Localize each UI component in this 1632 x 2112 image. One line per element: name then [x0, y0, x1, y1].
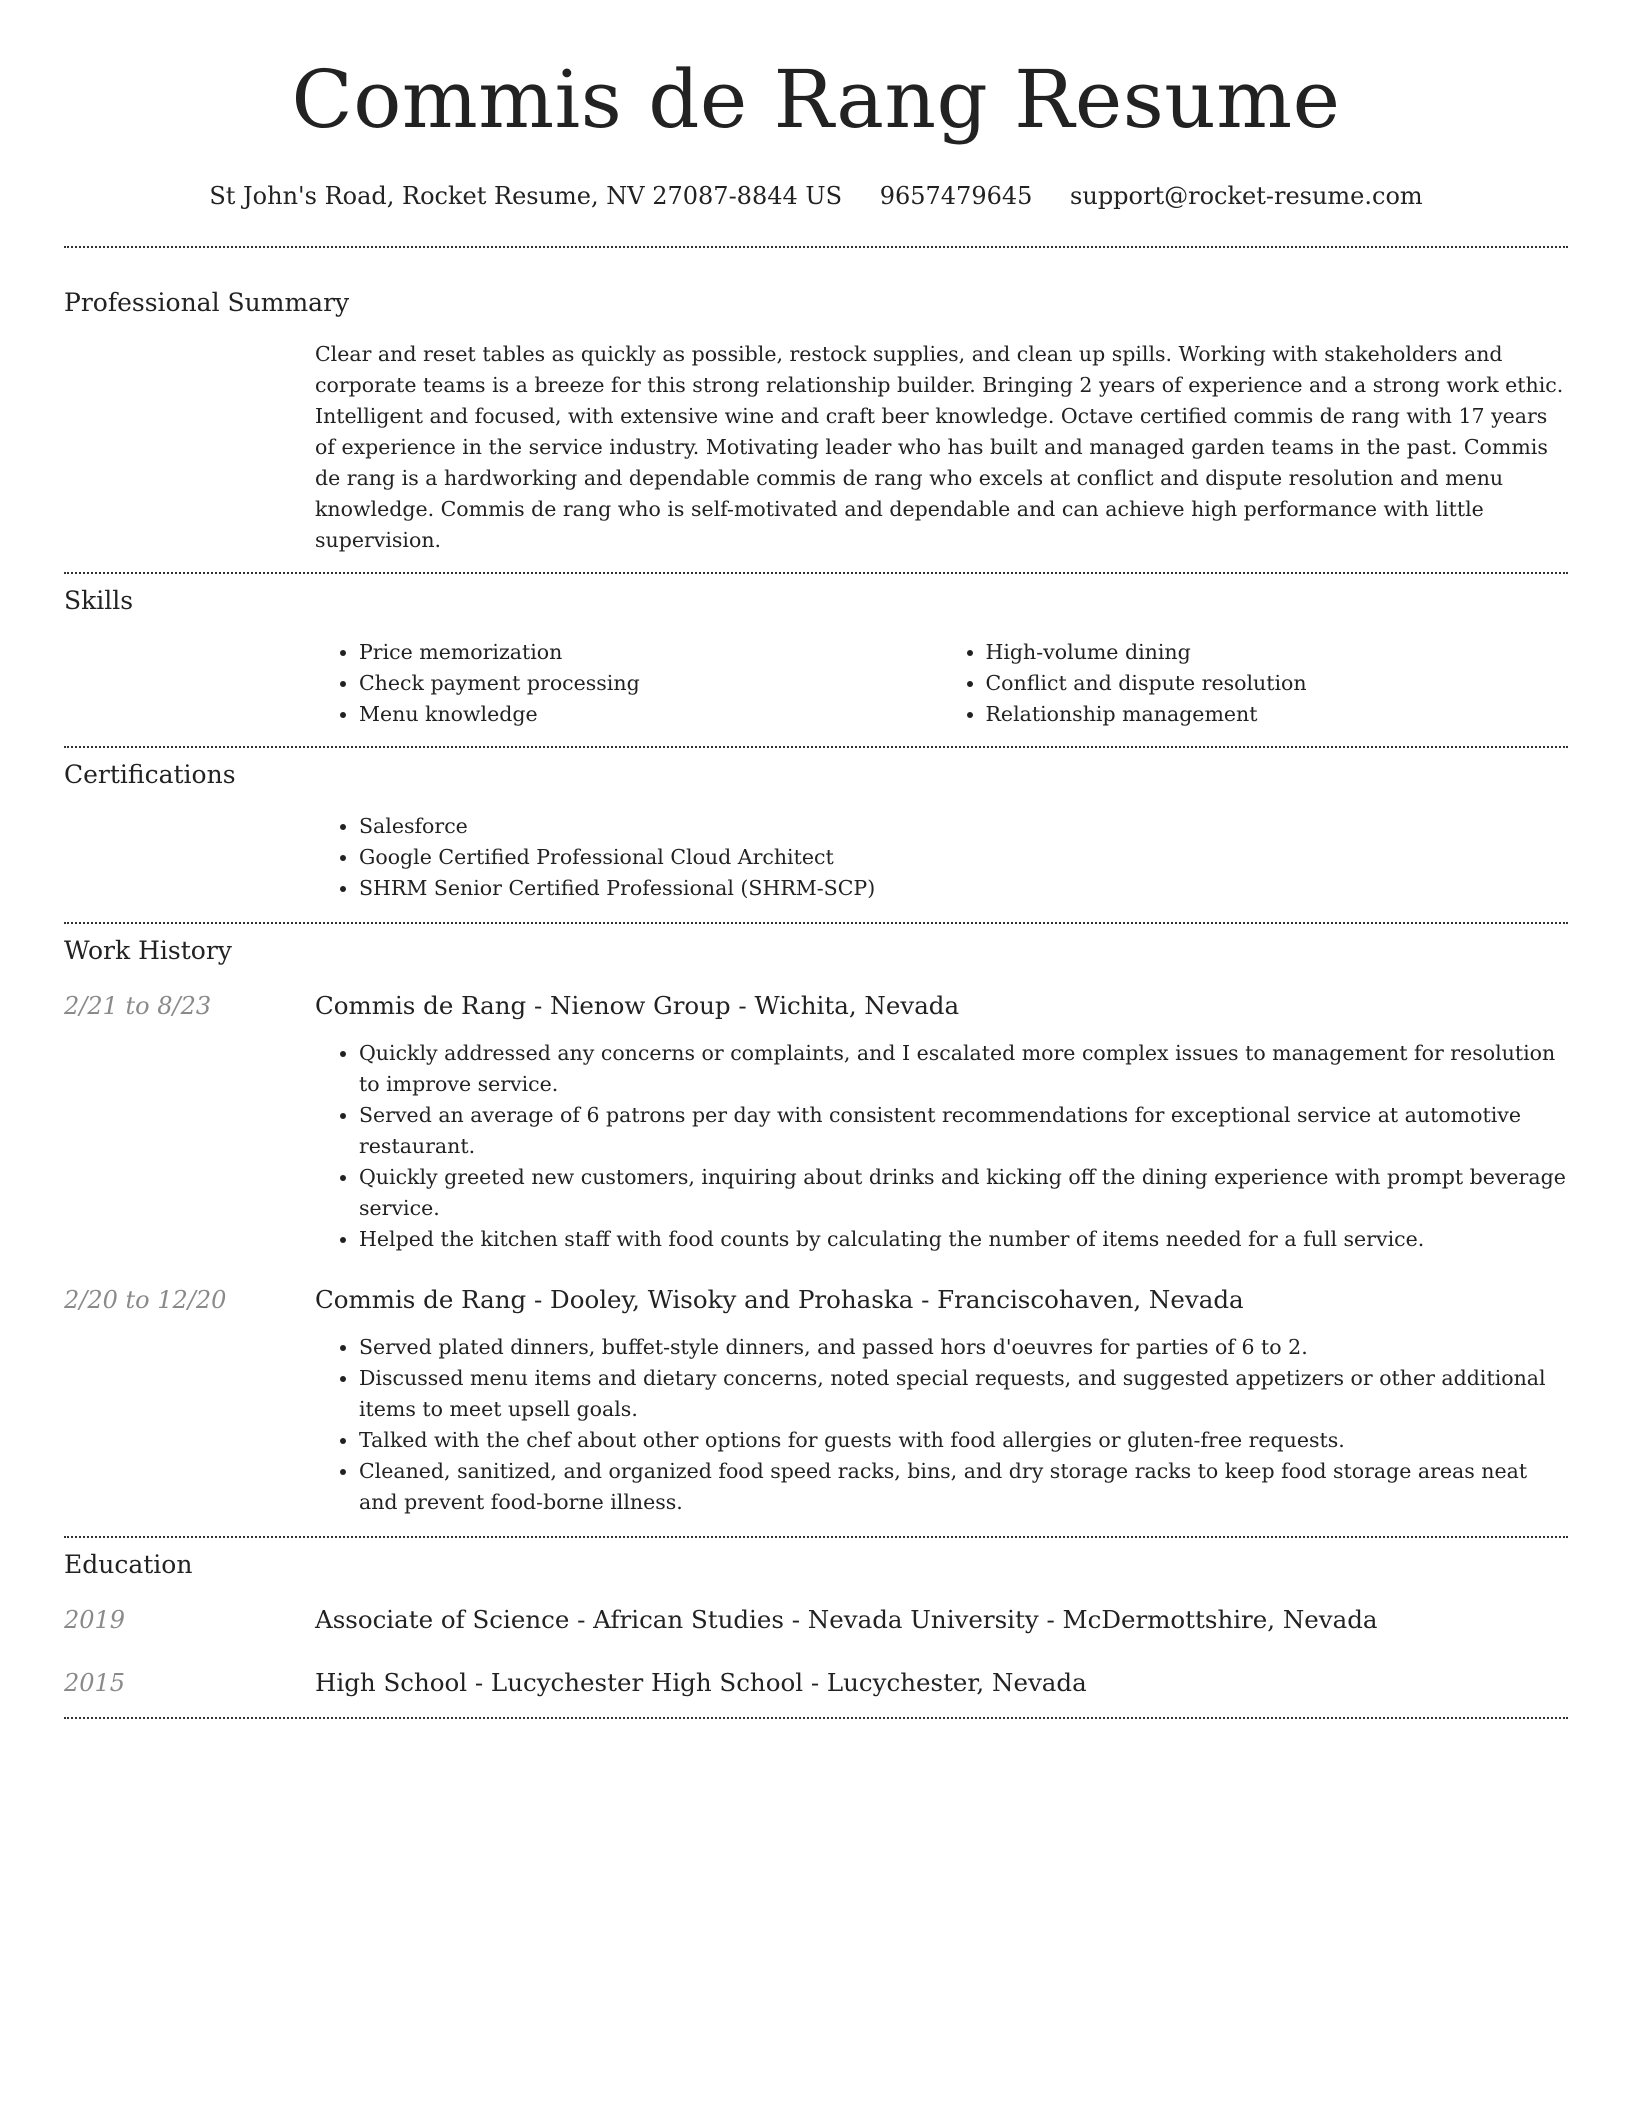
resume-title: Commis de Rang Resume: [291, 53, 1341, 146]
skill-item: • Relationship management: [986, 699, 1569, 730]
certification-item: • Salesforce: [359, 811, 1568, 842]
skills-section: [64, 586, 1568, 730]
job-bullet: • Quickly greeted new customers, inquiring about drinks and kicking off the dining experience with prompt beverage service.: [359, 1162, 1568, 1224]
education-title: Associate of Science - African Studies - Nevada University - McDermottshire, Nevada: [315, 1605, 1378, 1634]
job-bullet: • Talked with the chef about other options for guests with food allergies or gluten-free requests.: [359, 1425, 1568, 1456]
certifications-section: [64, 760, 1568, 904]
divider: [64, 1536, 1568, 1538]
education-section: [64, 1550, 1568, 1697]
job-dates: 2/20 to 12/20: [64, 1286, 227, 1314]
contact-phone: 9657479645: [879, 182, 1033, 210]
education-year: 2015: [64, 1669, 126, 1697]
job-title: Commis de Rang - Nienow Group - Wichita, Nevada: [315, 991, 960, 1020]
divider: [64, 246, 1568, 248]
skills-list-left: [315, 637, 942, 730]
education-year: 2019: [64, 1606, 126, 1634]
job-bullet: • Served plated dinners, buffet-style dinners, and passed hors d'oeuvres for parties of 6 to 2.: [359, 1332, 1568, 1363]
skills-list-right: [942, 637, 1569, 730]
divider: [64, 1717, 1568, 1719]
education-entry: [64, 1668, 1568, 1697]
contact-email: support@rocket-resume.com: [1070, 182, 1423, 210]
education-title: High School - Lucychester High School - Lucychester, Nevada: [315, 1668, 1087, 1697]
certification-item: • Google Certified Professional Cloud Architect: [359, 842, 1568, 873]
work-section: [64, 936, 1568, 1518]
skill-item: • Menu knowledge: [359, 699, 942, 730]
skill-item: • Price memorization: [359, 637, 942, 668]
contact-line: [64, 182, 1568, 210]
divider: [64, 572, 1568, 574]
certifications-list: [315, 811, 1568, 904]
skill-item: • Check payment processing: [359, 668, 942, 699]
job-dates: 2/21 to 8/23: [64, 992, 212, 1020]
job-bullet: • Served an average of 6 patrons per day with consistent recommendations for exceptional service at automotive restaurant.: [359, 1100, 1568, 1162]
job-bullet: • Helped the kitchen staff with food counts by calculating the number of items needed for a full service.: [359, 1224, 1568, 1255]
contact-address: St John's Road, Rocket Resume, NV 27087-8844 US: [209, 182, 843, 210]
skill-item: • High-volume dining: [986, 637, 1569, 668]
job-bullets: [315, 1332, 1568, 1518]
skills-heading: Skills: [64, 586, 134, 615]
job-bullets: [315, 1038, 1568, 1255]
certifications-heading: Certifications: [64, 760, 236, 789]
skill-item: • Conflict and dispute resolution: [986, 668, 1569, 699]
job-bullet: • Discussed menu items and dietary concerns, noted special requests, and suggested appetizers or other additional items to meet upsell goals.: [359, 1363, 1568, 1425]
divider: [64, 746, 1568, 748]
job-entry: [64, 991, 1568, 1255]
divider: [64, 922, 1568, 924]
work-heading: Work History: [64, 936, 232, 965]
certification-item: • SHRM Senior Certified Professional (SHRM-SCP): [359, 873, 1568, 904]
job-bullet: • Cleaned, sanitized, and organized food speed racks, bins, and dry storage racks to keep food storage areas neat and prevent food-borne illness.: [359, 1456, 1568, 1518]
job-title: Commis de Rang - Dooley, Wisoky and Prohaska - Franciscohaven, Nevada: [315, 1285, 1244, 1314]
summary-section: [64, 288, 1568, 556]
job-entry: [64, 1285, 1568, 1518]
education-entry: [64, 1605, 1568, 1634]
summary-heading: Professional Summary: [64, 288, 350, 317]
summary-text: Clear and reset tables as quickly as possible, restock supplies, and clean up spills. Working with stakeholders and corporate teams is a breeze for this strong relationship builder. Bringing 2 years of experience and a strong work ethic. Intelligent and focused, with extensive wine and craft beer knowledge. Octave certified commis de rang with 17 years of experience in the service industry. Motivating leader who has built and managed garden teams in the past. Commis de rang is a hardworking and dependable commis de rang who excels at conflict and dispute resolution and menu knowledge. Commis de rang who is self-motivated and dependable and can achieve high performance with little supervision.: [315, 342, 1564, 552]
education-heading: Education: [64, 1550, 193, 1579]
job-bullet: • Quickly addressed any concerns or complaints, and I escalated more complex issues to management for resolution to improve service.: [359, 1038, 1568, 1100]
